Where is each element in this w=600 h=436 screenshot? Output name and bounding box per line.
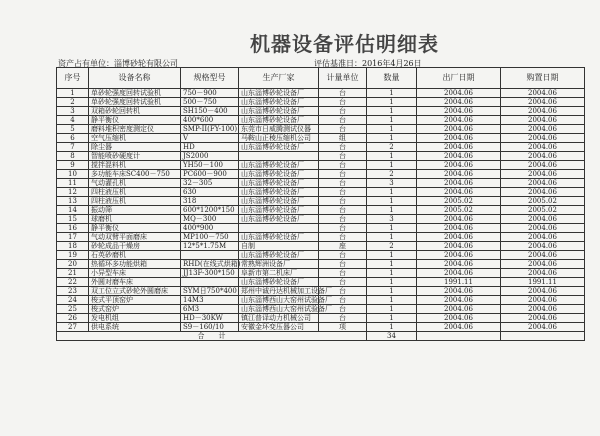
- cell-qty: 1: [367, 233, 417, 242]
- table-row: [57, 197, 585, 206]
- cell-qty: 1: [367, 134, 417, 143]
- table-row: [57, 206, 585, 215]
- cell-no: 20: [57, 260, 89, 269]
- cell-no: 10: [57, 170, 89, 179]
- total-cell: [501, 332, 585, 341]
- cell-name: 智能喷砂硬度计: [89, 152, 181, 161]
- table-row: [57, 125, 585, 134]
- cell-maker: 山东淄博砂轮设备厂: [239, 89, 319, 98]
- cell-name: 单砂轮强度回转试验机: [89, 89, 181, 98]
- cell-made: 2004.06: [417, 323, 501, 332]
- cell-unit: 台: [319, 89, 367, 98]
- cell-maker: 东莞市日威腾测试仪器: [239, 125, 319, 134]
- cell-made: 2004.06: [417, 224, 501, 233]
- cell-qty: 1: [367, 314, 417, 323]
- cell-no: 23: [57, 287, 89, 296]
- cell-model: [181, 278, 239, 287]
- cell-qty: 1: [367, 188, 417, 197]
- cell-bought: 2004.06: [501, 251, 585, 260]
- cell-qty: 1: [367, 152, 417, 161]
- cell-unit: 台: [319, 215, 367, 224]
- cell-maker: 山东淄博砂轮设备厂: [239, 98, 319, 107]
- cell-unit: 台: [319, 224, 367, 233]
- cell-maker: 山东淄博砂轮设备厂: [239, 206, 319, 215]
- cell-made: 2004.06: [417, 215, 501, 224]
- cell-unit: 台: [319, 107, 367, 116]
- cell-model: YH50－100: [181, 161, 239, 170]
- cell-bought: 2004.06: [501, 305, 585, 314]
- cell-qty: 1: [367, 98, 417, 107]
- table-row: [57, 188, 585, 197]
- table-row: [57, 278, 585, 287]
- cell-name: 静平衡仪: [89, 224, 181, 233]
- cell-qty: 1: [367, 125, 417, 134]
- cell-bought: 2004.06: [501, 125, 585, 134]
- cell-bought: 2004.06: [501, 98, 585, 107]
- cell-made: 2004.06: [417, 125, 501, 134]
- cell-made: 2004.06: [417, 170, 501, 179]
- cell-name: 气动灌孔机: [89, 179, 181, 188]
- col-header-made: 出厂日期: [417, 68, 501, 89]
- cell-qty: 1: [367, 206, 417, 215]
- table-row: [57, 161, 585, 170]
- col-header-name: 设备名称: [89, 68, 181, 89]
- cell-qty: 1: [367, 278, 417, 287]
- cell-name: 外圆对磨车床: [89, 278, 181, 287]
- cell-unit: 台: [319, 161, 367, 170]
- cell-name: 磨料堆积密度测定仪: [89, 125, 181, 134]
- cell-name: 多功能车床SC400－750: [89, 170, 181, 179]
- col-header-unit: 计量单位: [319, 68, 367, 89]
- cell-name: 气动双臂平面磨床: [89, 233, 181, 242]
- table-row: [57, 89, 585, 98]
- cell-bought: 2004.06: [501, 287, 585, 296]
- table-row: [57, 305, 585, 314]
- cell-qty: 1: [367, 161, 417, 170]
- cell-maker: 常熟辉洲设备厂: [239, 260, 319, 269]
- cell-bought: 2004.06: [501, 134, 585, 143]
- col-header-bought: 购置日期: [501, 68, 585, 89]
- cell-unit: 台: [319, 152, 367, 161]
- cell-unit: 台: [319, 179, 367, 188]
- table-row: [57, 233, 585, 242]
- cell-unit: 台: [319, 206, 367, 215]
- cell-maker: 山东淄博砂轮设备厂: [239, 170, 319, 179]
- cell-unit: 台: [319, 125, 367, 134]
- cell-model: RHD(在线式烘箱): [181, 260, 239, 269]
- cell-made: 2004.06: [417, 98, 501, 107]
- cell-name: 石英砂磨机: [89, 251, 181, 260]
- owner-label: 资产占有单位：淄博砂轮有限公司: [58, 59, 178, 68]
- cell-name: 砂轮成品干燥房: [89, 242, 181, 251]
- cell-maker: 山东淄博砂轮设备厂: [239, 188, 319, 197]
- cell-qty: 2: [367, 170, 417, 179]
- cell-unit: 座: [319, 242, 367, 251]
- cell-qty: 3: [367, 215, 417, 224]
- cell-no: 14: [57, 206, 89, 215]
- cell-made: 2004.06: [417, 107, 501, 116]
- cell-model: MP100－750: [181, 233, 239, 242]
- cell-made: 1991.11: [417, 278, 501, 287]
- cell-bought: 2004.06: [501, 179, 585, 188]
- cell-made: 2004.06: [417, 287, 501, 296]
- cell-model: JJ13F-300*150: [181, 269, 239, 278]
- table-row: [57, 296, 585, 305]
- cell-made: 2004.06: [417, 242, 501, 251]
- total-label: 合 计: [57, 332, 367, 341]
- cell-qty: 2: [367, 143, 417, 152]
- cell-model: V: [181, 134, 239, 143]
- table-row: [57, 314, 585, 323]
- cell-no: 3: [57, 107, 89, 116]
- cell-name: 供电系统: [89, 323, 181, 332]
- cell-model: SMP-II(FY-100): [181, 125, 239, 134]
- cell-qty: 1: [367, 260, 417, 269]
- cell-made: 2004.06: [417, 305, 501, 314]
- cell-made: 2004.06: [417, 269, 501, 278]
- table-row: [57, 179, 585, 188]
- cell-qty: 1: [367, 107, 417, 116]
- cell-name: 空气压缩机: [89, 134, 181, 143]
- cell-made: 2004.06: [417, 116, 501, 125]
- table-row: [57, 224, 585, 233]
- cell-no: 19: [57, 251, 89, 260]
- cell-bought: 2004.06: [501, 314, 585, 323]
- cell-bought: 2005.02: [501, 206, 585, 215]
- cell-unit: 台: [319, 296, 367, 305]
- cell-no: 26: [57, 314, 89, 323]
- cell-bought: 2004.06: [501, 242, 585, 251]
- total-qty: 34: [367, 332, 417, 341]
- cell-maker: 山东淄博砂轮设备厂: [239, 251, 319, 260]
- table-header-row: [57, 68, 585, 89]
- cell-no: 4: [57, 116, 89, 125]
- cell-unit: 组: [319, 134, 367, 143]
- cell-bought: 2004.06: [501, 170, 585, 179]
- table-row: [57, 98, 585, 107]
- cell-maker: 镇江普译动力机械公司: [239, 314, 319, 323]
- cell-made: 2004.06: [417, 233, 501, 242]
- cell-maker: 山东淄博砂轮设备厂: [239, 179, 319, 188]
- cell-model: SH150－400: [181, 107, 239, 116]
- cell-qty: 2: [367, 242, 417, 251]
- cell-name: 小异型车床: [89, 269, 181, 278]
- table-row: [57, 323, 585, 332]
- cell-no: 13: [57, 197, 89, 206]
- cell-bought: 2004.06: [501, 188, 585, 197]
- cell-unit: 台: [319, 188, 367, 197]
- cell-name: 热循环多功能烘箱: [89, 260, 181, 269]
- cell-no: 17: [57, 233, 89, 242]
- cell-unit: 台: [319, 278, 367, 287]
- cell-name: 静平衡仪: [89, 116, 181, 125]
- table-row: [57, 116, 585, 125]
- table-row: [57, 269, 585, 278]
- cell-qty: 3: [367, 179, 417, 188]
- cell-made: 2004.06: [417, 296, 501, 305]
- cell-made: 2004.06: [417, 161, 501, 170]
- cell-maker: 山东淄博砂轮设备厂: [239, 215, 319, 224]
- cell-model: 630: [181, 188, 239, 197]
- cell-bought: 2004.06: [501, 233, 585, 242]
- cell-maker: 山东淄博砂轮设备厂: [239, 107, 319, 116]
- col-header-maker: 生产厂家: [239, 68, 319, 89]
- equipment-table: [56, 67, 585, 341]
- cell-model: JS2000: [181, 152, 239, 161]
- table-row: [57, 287, 585, 296]
- cell-bought: 1991.11: [501, 278, 585, 287]
- cell-bought: 2004.06: [501, 224, 585, 233]
- table-row: [57, 170, 585, 179]
- cell-no: 25: [57, 305, 89, 314]
- cell-maker: 山东淄博砂轮设备厂: [239, 278, 319, 287]
- cell-no: 18: [57, 242, 89, 251]
- cell-maker: 山东淄博砂轮设备厂: [239, 233, 319, 242]
- table-row: [57, 143, 585, 152]
- cell-model: HD－30KW: [181, 314, 239, 323]
- cell-maker: 山东淄博砂轮设备厂: [239, 197, 319, 206]
- cell-unit: 台: [319, 260, 367, 269]
- cell-maker: 郑州中诚丹达机械加工设备厂: [239, 287, 319, 296]
- cell-no: 22: [57, 278, 89, 287]
- cell-model: 750－900: [181, 89, 239, 98]
- cell-unit: 台: [319, 197, 367, 206]
- table-row: [57, 107, 585, 116]
- cell-maker: 山东淄博砂轮设备厂: [239, 143, 319, 152]
- cell-no: 6: [57, 134, 89, 143]
- cell-made: 2005.02: [417, 197, 501, 206]
- col-header-qty: 数量: [367, 68, 417, 89]
- cell-name: 振动筛: [89, 206, 181, 215]
- cell-no: 11: [57, 179, 89, 188]
- cell-qty: 1: [367, 287, 417, 296]
- cell-no: 27: [57, 323, 89, 332]
- cell-unit: 台: [319, 305, 367, 314]
- cell-name: 四柱液压机: [89, 197, 181, 206]
- cell-bought: 2005.02: [501, 197, 585, 206]
- cell-qty: 1: [367, 197, 417, 206]
- cell-name: 四柱液压机: [89, 188, 181, 197]
- cell-bought: 2004.06: [501, 215, 585, 224]
- cell-bought: 2004.06: [501, 116, 585, 125]
- cell-qty: 1: [367, 89, 417, 98]
- cell-qty: 1: [367, 305, 417, 314]
- cell-maker: 阜新市第二机床厂: [239, 269, 319, 278]
- cell-no: 15: [57, 215, 89, 224]
- cell-no: 16: [57, 224, 89, 233]
- cell-made: 2004.06: [417, 314, 501, 323]
- cell-made: 2005.02: [417, 206, 501, 215]
- cell-maker: 马鞍山正稜压缩机公司: [239, 134, 319, 143]
- col-header-model: 规格型号: [181, 68, 239, 89]
- cell-made: 2004.06: [417, 260, 501, 269]
- cell-bought: 2004.06: [501, 107, 585, 116]
- cell-model: [181, 251, 239, 260]
- cell-name: 搅拌混料机: [89, 161, 181, 170]
- cell-no: 5: [57, 125, 89, 134]
- cell-no: 8: [57, 152, 89, 161]
- cell-name: 单砂轮强度回转试验机: [89, 98, 181, 107]
- cell-model: 400*600: [181, 116, 239, 125]
- cell-made: 2004.06: [417, 143, 501, 152]
- cell-unit: 台: [319, 269, 367, 278]
- cell-no: 2: [57, 98, 89, 107]
- cell-bought: 2004.06: [501, 161, 585, 170]
- cell-made: 2004.06: [417, 89, 501, 98]
- cell-model: 318: [181, 197, 239, 206]
- cell-unit: 台: [319, 143, 367, 152]
- cell-unit: 台: [319, 251, 367, 260]
- col-header-no: 序号: [57, 68, 89, 89]
- table-row: [57, 251, 585, 260]
- cell-name: 双工位立式砂轮外圆磨床: [89, 287, 181, 296]
- cell-unit: 台: [319, 170, 367, 179]
- cell-name: 发电机组: [89, 314, 181, 323]
- total-row: [57, 332, 585, 341]
- cell-qty: 1: [367, 251, 417, 260]
- cell-no: 21: [57, 269, 89, 278]
- cell-maker: [239, 152, 319, 161]
- cell-name: 除尘器: [89, 143, 181, 152]
- cell-maker: 山东淄博砂轮设备厂: [239, 161, 319, 170]
- cell-model: MQ－300: [181, 215, 239, 224]
- cell-no: 1: [57, 89, 89, 98]
- cell-unit: 台: [319, 287, 367, 296]
- cell-no: 9: [57, 161, 89, 170]
- table-row: [57, 242, 585, 251]
- table-row: [57, 152, 585, 161]
- cell-name: 梭式窑炉: [89, 305, 181, 314]
- cell-model: 6M3: [181, 305, 239, 314]
- cell-no: 24: [57, 296, 89, 305]
- cell-maker: 自制: [239, 242, 319, 251]
- cell-maker: 山东淄博砂轮设备厂: [239, 116, 319, 125]
- cell-name: 球磨机: [89, 215, 181, 224]
- table-row: [57, 215, 585, 224]
- cell-made: 2004.06: [417, 179, 501, 188]
- cell-model: SYM日750*400: [181, 287, 239, 296]
- cell-model: 600*1200*150: [181, 206, 239, 215]
- cell-qty: 1: [367, 296, 417, 305]
- cell-model: 14M3: [181, 296, 239, 305]
- cell-name: 双箱砂轮回转机: [89, 107, 181, 116]
- cell-model: 32－305: [181, 179, 239, 188]
- cell-unit: 台: [319, 314, 367, 323]
- cell-qty: 1: [367, 116, 417, 125]
- cell-made: 2004.06: [417, 251, 501, 260]
- cell-qty: 1: [367, 269, 417, 278]
- cell-bought: 2004.06: [501, 269, 585, 278]
- cell-no: 7: [57, 143, 89, 152]
- cell-unit: 台: [319, 233, 367, 242]
- page-title: 机器设备评估明细表: [250, 32, 439, 56]
- cell-made: 2004.06: [417, 188, 501, 197]
- cell-bought: 2004.06: [501, 296, 585, 305]
- cell-bought: 2004.06: [501, 323, 585, 332]
- total-cell: [417, 332, 501, 341]
- cell-model: 12*5*1.75M: [181, 242, 239, 251]
- cell-model: PC600－900: [181, 170, 239, 179]
- eval-date-label: 评估基准日：2016年4月26日: [314, 59, 422, 68]
- cell-maker: 山东淄博西山大窑州试验备厂: [239, 296, 319, 305]
- table-row: [57, 260, 585, 269]
- cell-no: 12: [57, 188, 89, 197]
- cell-model: HD: [181, 143, 239, 152]
- cell-made: 2004.06: [417, 152, 501, 161]
- cell-bought: 2004.06: [501, 143, 585, 152]
- cell-maker: [239, 224, 319, 233]
- cell-model: S9－160/10: [181, 323, 239, 332]
- cell-made: 2004.06: [417, 134, 501, 143]
- cell-maker: 安徽金环变压器公司: [239, 323, 319, 332]
- cell-name: 梭式平顶窑炉: [89, 296, 181, 305]
- cell-qty: 1: [367, 323, 417, 332]
- cell-model: 500－750: [181, 98, 239, 107]
- cell-bought: 2004.06: [501, 260, 585, 269]
- cell-unit: 项: [319, 323, 367, 332]
- cell-qty: 1: [367, 224, 417, 233]
- cell-maker: 山东淄博西山大窑州试验备厂: [239, 305, 319, 314]
- cell-unit: 台: [319, 116, 367, 125]
- cell-unit: 台: [319, 98, 367, 107]
- cell-bought: 2004.06: [501, 89, 585, 98]
- cell-bought: 2004.06: [501, 152, 585, 161]
- table-row: [57, 134, 585, 143]
- cell-model: 400*900: [181, 224, 239, 233]
